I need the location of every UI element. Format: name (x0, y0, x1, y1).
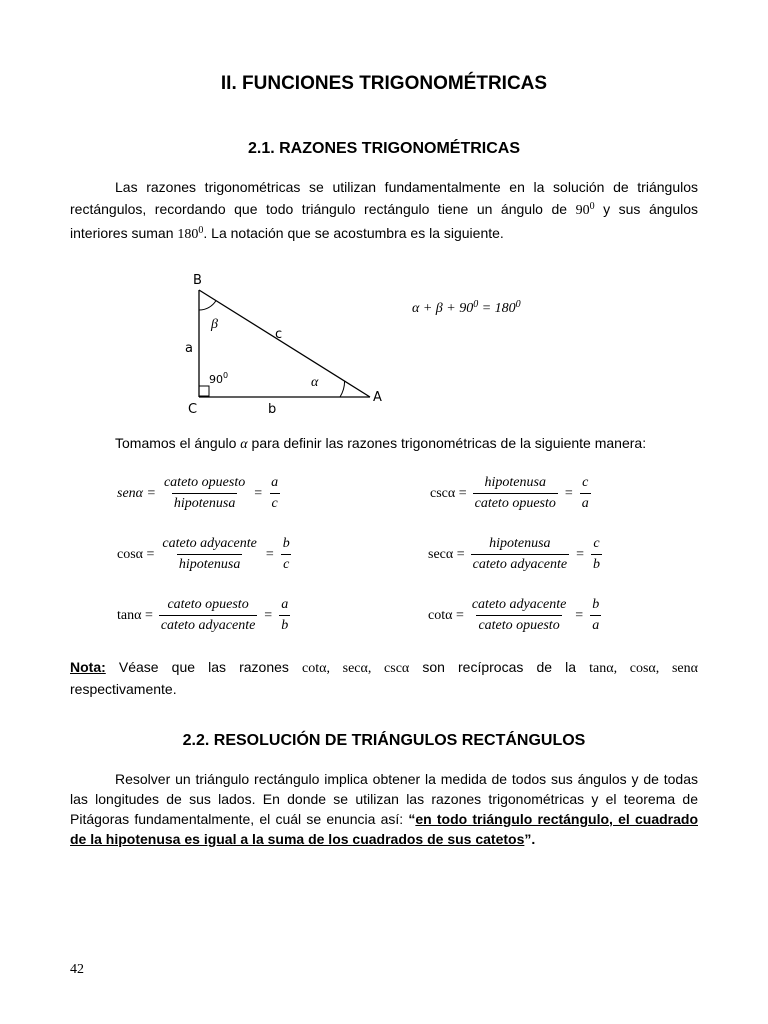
intro-text-2: y sus ángulos interiores suman (70, 201, 698, 241)
angle-sum-equation: $\alpha + \beta + 90^0 = 180^0$ (412, 299, 521, 316)
intro-paragraph (70, 177, 698, 245)
sec-formula: secα = $\frac{\text{hipotenusa}}{\text{cateto adyacente}}$ = $\frac{c}{b}$ (428, 536, 600, 572)
cos-formula: cosα = $\frac{\text{cateto adyacente}}{\text{hipotenusa}}$ = $\frac{b}{c}$ (117, 536, 290, 572)
section-heading-2-1: 2.1. RAZONES TRIGONOMÉTRICAS (247, 140, 521, 157)
beta-arc (199, 301, 216, 310)
ninety-value: $90^0$ (575, 201, 595, 218)
alpha-paragraph: Tomamos el ángulo α para definir las razones trigonométricas de la siguiente manera: (115, 435, 647, 452)
page-title: II. FUNCIONES TRIGONOMÉTRICAS (220, 73, 548, 94)
right-triangle-diagram (180, 265, 395, 420)
beta-label: β (211, 317, 218, 332)
note-label: Nota: (70, 659, 106, 675)
side-a-label: a (185, 341, 193, 356)
cot-formula: cotα = $\frac{\text{cateto adyacente}}{\text{cateto opuesto}}$ = $\frac{b}{a}$ (428, 597, 600, 633)
right-angle-label: $90^0$ (209, 371, 229, 386)
section-heading-2-2: 2.2. RESOLUCIÓN DE TRIÁNGULOS RECTÁNGULOS (182, 732, 586, 749)
tan-formula: tanα = $\frac{\text{cateto opuesto}}{\text{cateto adyacente}}$ = $\frac{a}{b}$ (117, 597, 289, 633)
sen-formula: senα = $\frac{\text{cateto opuesto}}{\text{hipotenusa}}$ = $\frac{a}{c}$ (117, 475, 279, 511)
side-b-label: b (268, 402, 277, 417)
resolution-paragraph: Resolver un triángulo rectángulo implica obtener la medida de todos sus ángulos y de todas las longitudes de sus lados. En donde se utilizan las razones trigonométricas y el teorema de Pitágoras fundamentalmente, el cuál se enuncia así: “en todo triángulo rectángulo, el cuadrado de la hipotenusa es igual a la suma de los cuadrados de sus catetos”. (70, 771, 698, 847)
vertex-a-label: A (373, 390, 382, 405)
vertex-b-label: B (193, 273, 202, 288)
csc-formula: cscα = $\frac{\text{hipotenusa}}{\text{cateto opuesto}}$ = $\frac{c}{a}$ (430, 475, 589, 511)
side-c-label: c (275, 327, 283, 342)
intro-text-3: . La notación que se acostumbra es la siguiente. (203, 225, 504, 241)
intro-text-1: Las razones trigonométricas se utilizan fundamentalmente en la solución de triángulos rectángulos, recordando que todo triángulo rectángulo tiene un ángulo de (70, 179, 698, 217)
vertex-c-label: C (188, 402, 198, 417)
pythagoras-statement: en todo triángulo rectángulo, el cuadrado de la hipotenusa es igual a la suma de los cuadrados de sus catetos (70, 811, 698, 847)
page-number: 42 (70, 962, 84, 977)
note-paragraph: Nota: Véase que las razones cotα, secα, cscα son recíprocas de la tanα, cosα, senα respectivamente. (70, 659, 698, 697)
one-eighty-value: $180^0$ (177, 225, 204, 242)
alpha-arc (340, 381, 345, 397)
right-angle-mark (199, 386, 209, 396)
alpha-label: α (311, 375, 319, 390)
